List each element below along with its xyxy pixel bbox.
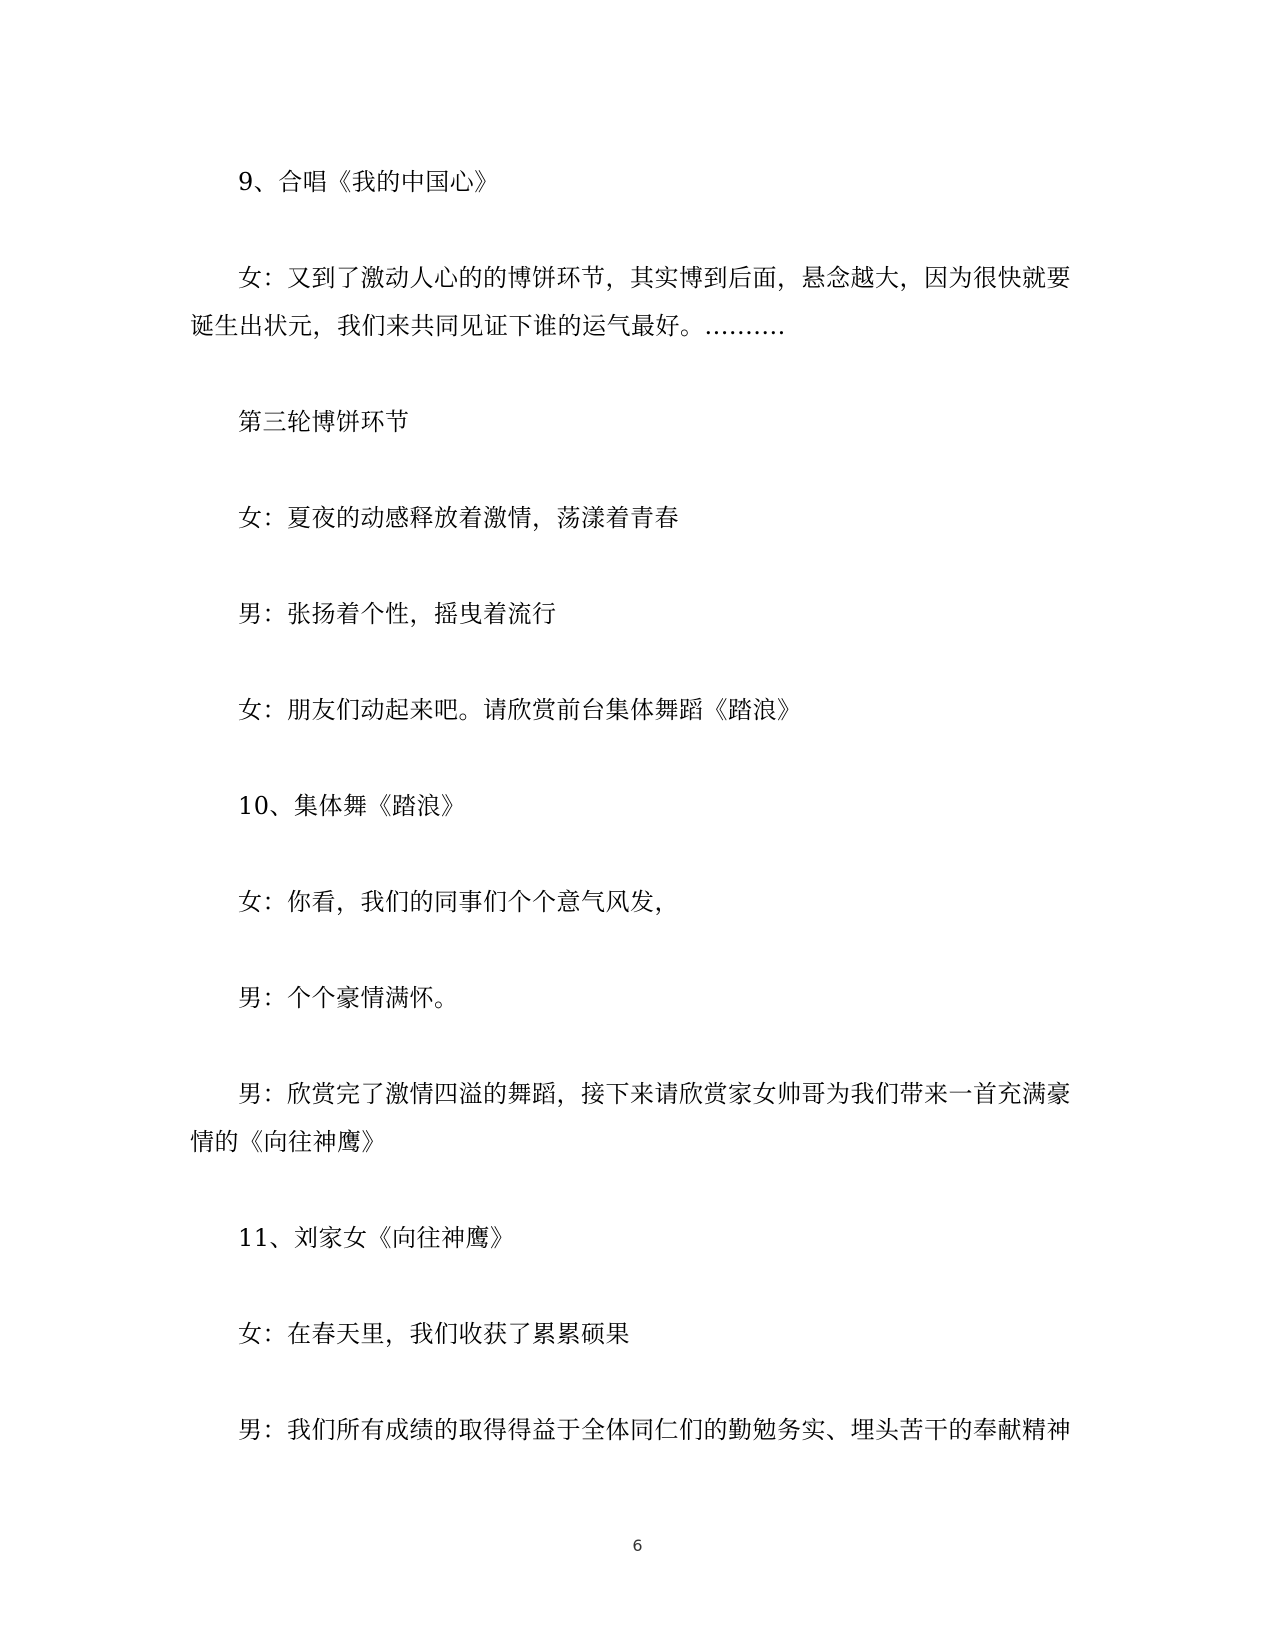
paragraph-item-11-song: 11、刘家女《向往神鹰》	[238, 1224, 515, 1252]
paragraph-male-achievements: 男：我们所有成绩的取得得益于全体同仁们的勤勉务实、埋头苦干的奉献精神	[238, 1416, 1071, 1444]
paragraph-female-colleagues: 女：你看，我们的同事们个个意气风发，	[238, 888, 679, 916]
paragraph-female-summer-night: 女：夏夜的动感释放着激情，荡漾着青春	[238, 504, 679, 532]
page-number: 6	[632, 1536, 643, 1555]
paragraph-female-bobing-intro: 女：又到了激动人心的的博饼环节，其实博到后面，悬念越大，因为很快就要诞生出状元，我们来共同见证下谁的运气最好。..........	[190, 264, 1071, 340]
paragraph-item-10-dance: 10、集体舞《踏浪》	[238, 792, 466, 820]
paragraph-male-pride: 男：个个豪情满怀。	[238, 984, 459, 1012]
paragraph-item-9-chorus: 9、合唱《我的中国心》	[238, 168, 499, 196]
paragraph-male-song-intro: 男：欣赏完了激情四溢的舞蹈，接下来请欣赏家女帅哥为我们带来一首充满豪情的《向往神鹰》	[190, 1080, 1071, 1156]
paragraph-male-personality: 男：张扬着个性，摇曳着流行	[238, 600, 557, 628]
paragraph-female-spring: 女：在春天里，我们收获了累累硕果	[238, 1320, 630, 1348]
paragraph-female-dance-intro: 女：朋友们动起来吧。请欣赏前台集体舞蹈《踏浪》	[238, 696, 802, 724]
paragraph-third-round-heading: 第三轮博饼环节	[238, 408, 410, 436]
